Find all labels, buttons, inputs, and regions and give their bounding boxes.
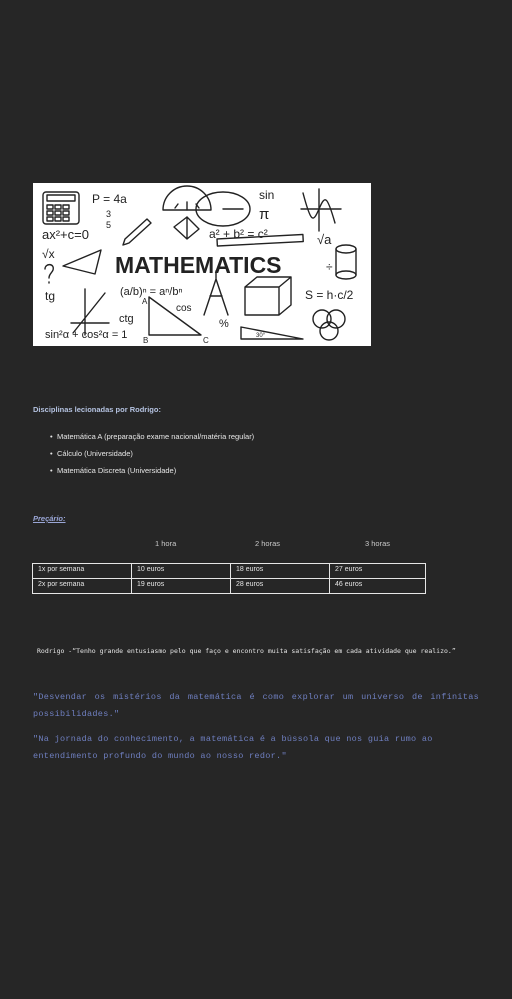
bullet-icon: •	[50, 466, 53, 475]
subjects-title: Disciplinas lecionadas por Rodrigo:	[33, 405, 161, 414]
table-cell: 27 euros	[330, 564, 426, 579]
angle-label: 30°	[256, 333, 266, 339]
formula-ratio-power: (a/b)ⁿ = aⁿ/bⁿ	[120, 286, 183, 298]
formula-pythagoras: a² + b² = c²	[209, 227, 268, 241]
formula-sin: sin	[259, 188, 275, 202]
mathematics-doodles	[33, 183, 371, 346]
formula-fraction: 3	[106, 209, 112, 219]
table-row	[33, 564, 426, 579]
table-cell: 2x por semana	[33, 579, 132, 594]
formula-root-a: √a	[317, 232, 332, 247]
mathematics-title-text: MATHEMATICS	[115, 252, 282, 278]
pricing-table	[32, 563, 426, 594]
formula-perimeter: P = 4a	[92, 192, 127, 206]
rodrigo-quote: Rodrigo -“Tenho grande entusiasmo pelo que faço e encontro muita satisfação em cada atividade que realizo.”	[37, 647, 456, 655]
table-row	[33, 579, 426, 594]
table-cell: 18 euros	[231, 564, 330, 579]
formula-fraction-denominator: 5	[106, 220, 112, 230]
formula-percent: %	[219, 318, 229, 330]
table-cell: 10 euros	[132, 564, 231, 579]
list-item: • Matemática A (preparação exame nacional/matéria regular)	[50, 432, 255, 441]
math-quote-2: "Na jornada do conhecimento, a matemática é a bússola que nos guia rumo ao entendimento profundo do mundo ao nosso redor."	[33, 734, 433, 761]
triangle-vertex-c: C	[203, 336, 209, 345]
formula-ctg: ctg	[119, 313, 134, 325]
triangle-vertex-b: B	[143, 336, 149, 345]
list-item: • Cálculo (Universidade)	[50, 449, 133, 458]
table-cell: 19 euros	[132, 579, 231, 594]
formula-area: S = h·c/2	[305, 288, 354, 302]
formula-tg: tg	[45, 289, 56, 303]
math-quote-1: "Desvendar os mistérios da matemática é como explorar um universo de infinitas possibilidades."	[33, 692, 479, 719]
formula-pi: π	[259, 206, 270, 223]
table-cell: 28 euros	[231, 579, 330, 594]
triangle-vertex-a: A	[142, 297, 148, 306]
hours-header-2: 2 horas	[255, 539, 281, 548]
bullet-icon: •	[50, 449, 53, 458]
hours-header-3: 3 horas	[365, 539, 391, 548]
table-cell: 46 euros	[330, 579, 426, 594]
formula-quadratic: ax²+c=0	[42, 227, 89, 242]
hours-header-1: 1 hora	[155, 539, 177, 548]
formula-trig-identity: sin²α + cos²α = 1	[45, 329, 128, 341]
formula-cos: cos	[176, 303, 192, 314]
subjects-list	[50, 431, 254, 482]
formula-root-x: √x	[42, 247, 55, 261]
list-item: • Matemática Discreta (Universidade)	[50, 466, 177, 475]
pricing-title: Preçário:	[33, 514, 66, 523]
formula-divide: ÷	[326, 260, 333, 274]
table-cell: 1x por semana	[33, 564, 132, 579]
mathematics-banner-image	[33, 183, 371, 346]
bullet-icon: •	[50, 432, 53, 441]
